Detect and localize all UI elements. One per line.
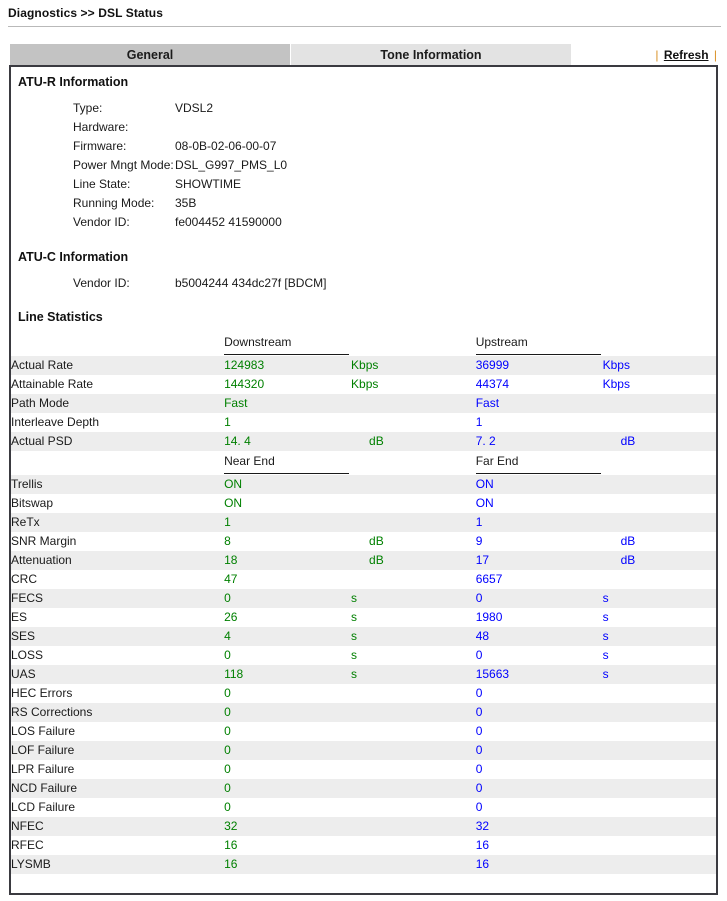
stat-label: NFEC xyxy=(11,817,224,836)
stat-near-value: 0 xyxy=(224,589,351,608)
refresh-button[interactable]: Refresh xyxy=(663,48,709,62)
stat-label: LOF Failure xyxy=(11,741,224,760)
stat-near-unit xyxy=(351,836,476,855)
refresh-control xyxy=(653,44,727,66)
stat-far-unit: s xyxy=(603,608,716,627)
table-row xyxy=(11,665,716,684)
stat-near-value: 8 xyxy=(224,532,351,551)
breadcrumb-divider xyxy=(8,26,721,27)
table-row xyxy=(11,551,716,570)
stat-far-value: 7. 2 xyxy=(476,432,603,451)
stat-near-unit xyxy=(351,703,476,722)
table-row xyxy=(11,413,716,432)
info-row xyxy=(11,99,716,118)
stat-label: SNR Margin xyxy=(11,532,224,551)
info-value: SHOWTIME xyxy=(175,177,241,191)
stat-near-value: 32 xyxy=(224,817,351,836)
stat-label: SES xyxy=(11,627,224,646)
stat-far-unit xyxy=(603,741,716,760)
stat-label: LPR Failure xyxy=(11,760,224,779)
stat-near-value: Fast xyxy=(224,394,351,413)
stat-label: LOS Failure xyxy=(11,722,224,741)
stat-far-unit: s xyxy=(603,646,716,665)
table-row xyxy=(11,608,716,627)
stat-label: RS Corrections xyxy=(11,703,224,722)
stat-near-value: 118 xyxy=(224,665,351,684)
stat-near-unit xyxy=(351,760,476,779)
table-row xyxy=(11,532,716,551)
stat-label: FECS xyxy=(11,589,224,608)
stat-near-value: 16 xyxy=(224,855,351,874)
tab-general[interactable]: General xyxy=(10,44,291,66)
stat-near-value: 16 xyxy=(224,836,351,855)
info-label: Power Mngt Mode: xyxy=(73,158,174,172)
stats-header-near xyxy=(224,451,476,475)
section-title-atu-r: ATU-R Information xyxy=(18,75,129,89)
stat-near-value: ON xyxy=(224,475,351,494)
stat-near-unit: s xyxy=(351,608,476,627)
stat-far-unit xyxy=(603,703,716,722)
stat-far-unit: s xyxy=(603,627,716,646)
stat-far-value: 0 xyxy=(476,646,603,665)
stat-far-value: 0 xyxy=(476,741,603,760)
stats-header-row xyxy=(11,451,716,475)
stat-far-unit: Kbps xyxy=(603,356,716,375)
stat-far-unit xyxy=(603,779,716,798)
stat-near-unit xyxy=(351,413,476,432)
stat-near-unit xyxy=(351,684,476,703)
stat-far-unit xyxy=(603,722,716,741)
stat-far-value: 48 xyxy=(476,627,603,646)
tab-bar xyxy=(0,40,727,66)
stats-header-near xyxy=(224,332,476,356)
info-row xyxy=(11,156,716,175)
info-value: b5004244 434dc27f [BDCM] xyxy=(175,276,327,290)
stat-label: Bitswap xyxy=(11,494,224,513)
stat-far-unit xyxy=(603,817,716,836)
table-row xyxy=(11,722,716,741)
stat-near-value: 18 xyxy=(224,551,351,570)
stat-far-value: 32 xyxy=(476,817,603,836)
table-row xyxy=(11,817,716,836)
info-value: fe004452 41590000 xyxy=(175,215,282,229)
stat-near-unit: s xyxy=(351,589,476,608)
stat-far-unit: dB xyxy=(603,432,716,451)
stat-near-unit: s xyxy=(351,665,476,684)
stat-far-value: 0 xyxy=(476,722,603,741)
stat-far-unit xyxy=(603,413,716,432)
info-row xyxy=(11,175,716,194)
stat-near-value: 1 xyxy=(224,513,351,532)
table-row xyxy=(11,494,716,513)
info-row xyxy=(11,274,716,293)
stats-header-far xyxy=(476,451,716,475)
table-row xyxy=(11,432,716,451)
info-row xyxy=(11,213,716,232)
stat-near-value: 144320 xyxy=(224,375,351,394)
atu-r-info-list xyxy=(11,99,716,232)
stats-header-near-label: Near End xyxy=(224,451,349,474)
stat-near-unit xyxy=(351,570,476,589)
stat-label: LOSS xyxy=(11,646,224,665)
info-row xyxy=(11,194,716,213)
stat-label: Attainable Rate xyxy=(11,375,224,394)
atu-c-info-list xyxy=(11,274,716,293)
table-row xyxy=(11,684,716,703)
stat-far-value: Fast xyxy=(476,394,603,413)
info-row xyxy=(11,118,716,137)
stat-far-unit xyxy=(603,760,716,779)
stat-near-value: 4 xyxy=(224,627,351,646)
stat-far-value: 6657 xyxy=(476,570,603,589)
table-row xyxy=(11,394,716,413)
stat-near-unit xyxy=(351,779,476,798)
stat-near-unit: dB xyxy=(351,532,476,551)
stat-far-value: 15663 xyxy=(476,665,603,684)
stat-far-unit: dB xyxy=(603,551,716,570)
table-row xyxy=(11,760,716,779)
stat-far-value: 9 xyxy=(476,532,603,551)
stat-label: Trellis xyxy=(11,475,224,494)
table-row xyxy=(11,589,716,608)
stat-label: Actual Rate xyxy=(11,356,224,375)
stat-far-value: 0 xyxy=(476,779,603,798)
stat-label: Actual PSD xyxy=(11,432,224,451)
stat-near-value: ON xyxy=(224,494,351,513)
stat-near-unit xyxy=(351,475,476,494)
stat-near-value: 0 xyxy=(224,798,351,817)
stat-label: ES xyxy=(11,608,224,627)
table-row xyxy=(11,798,716,817)
table-row xyxy=(11,375,716,394)
stat-far-value: 0 xyxy=(476,798,603,817)
info-label: Running Mode: xyxy=(73,196,155,210)
stat-near-unit: Kbps xyxy=(351,375,476,394)
stat-far-value: 0 xyxy=(476,703,603,722)
stat-near-value: 0 xyxy=(224,779,351,798)
section-title-line-statistics: Line Statistics xyxy=(18,310,103,324)
stat-near-value: 0 xyxy=(224,646,351,665)
stat-far-value: 16 xyxy=(476,855,603,874)
stat-far-unit: s xyxy=(603,665,716,684)
stats-header-spacer xyxy=(11,451,224,475)
stat-label: CRC xyxy=(11,570,224,589)
stat-near-unit: dB xyxy=(351,551,476,570)
stat-far-unit xyxy=(603,394,716,413)
stat-near-unit xyxy=(351,722,476,741)
line-statistics-table xyxy=(11,332,716,874)
stat-far-value: 16 xyxy=(476,836,603,855)
table-row xyxy=(11,646,716,665)
stat-far-unit xyxy=(603,684,716,703)
breadcrumb: Diagnostics >> DSL Status xyxy=(8,6,163,20)
stat-far-value: 1 xyxy=(476,513,603,532)
table-row xyxy=(11,779,716,798)
table-row xyxy=(11,836,716,855)
section-title-atu-c: ATU-C Information xyxy=(18,250,129,264)
stat-far-unit xyxy=(603,798,716,817)
stat-far-value: 17 xyxy=(476,551,603,570)
table-row xyxy=(11,627,716,646)
stat-far-value: 0 xyxy=(476,760,603,779)
info-value: 35B xyxy=(175,196,197,210)
stat-near-unit xyxy=(351,741,476,760)
stat-far-value: ON xyxy=(476,494,603,513)
stat-far-value: 0 xyxy=(476,684,603,703)
stat-near-unit xyxy=(351,513,476,532)
info-label: Line State: xyxy=(73,177,131,191)
stat-near-unit xyxy=(351,798,476,817)
stat-near-value: 0 xyxy=(224,703,351,722)
info-value: DSL_G997_PMS_L0 xyxy=(175,158,288,172)
stat-near-unit xyxy=(351,855,476,874)
stat-label: ReTx xyxy=(11,513,224,532)
stats-header-spacer xyxy=(11,332,224,356)
stat-far-unit xyxy=(603,494,716,513)
stat-far-unit: dB xyxy=(603,532,716,551)
stat-near-unit: Kbps xyxy=(351,356,476,375)
table-row xyxy=(11,741,716,760)
stat-near-unit: s xyxy=(351,627,476,646)
stat-near-value: 0 xyxy=(224,741,351,760)
table-row xyxy=(11,475,716,494)
info-label: Vendor ID: xyxy=(73,215,130,229)
stat-near-value: 0 xyxy=(224,722,351,741)
stat-far-value: 36999 xyxy=(476,356,603,375)
stat-near-value: 26 xyxy=(224,608,351,627)
table-row xyxy=(11,356,716,375)
stat-label: HEC Errors xyxy=(11,684,224,703)
stat-far-value: 44374 xyxy=(476,375,603,394)
stat-near-unit xyxy=(351,494,476,513)
pipe-left-icon: | xyxy=(655,48,659,62)
stat-label: Attenuation xyxy=(11,551,224,570)
table-row xyxy=(11,855,716,874)
stat-far-unit xyxy=(603,855,716,874)
stat-near-value: 0 xyxy=(224,684,351,703)
stat-far-unit: s xyxy=(603,589,716,608)
stat-near-value: 14. 4 xyxy=(224,432,351,451)
stats-header-far-label: Far End xyxy=(476,451,601,474)
stat-near-unit xyxy=(351,817,476,836)
stat-far-value: ON xyxy=(476,475,603,494)
info-value: VDSL2 xyxy=(175,101,214,115)
stat-label: LYSMB xyxy=(11,855,224,874)
stat-near-value: 47 xyxy=(224,570,351,589)
stats-header-far xyxy=(476,332,716,356)
stats-header-near-label: Downstream xyxy=(224,332,349,355)
table-row xyxy=(11,513,716,532)
stat-label: Interleave Depth xyxy=(11,413,224,432)
stat-label: LCD Failure xyxy=(11,798,224,817)
info-value: 08-0B-02-06-00-07 xyxy=(175,139,277,153)
stat-label: UAS xyxy=(11,665,224,684)
stat-label: RFEC xyxy=(11,836,224,855)
stat-far-value: 0 xyxy=(476,589,603,608)
stat-label: Path Mode xyxy=(11,394,224,413)
info-row xyxy=(11,137,716,156)
stat-far-unit: Kbps xyxy=(603,375,716,394)
info-label: Firmware: xyxy=(73,139,127,153)
info-label: Type: xyxy=(73,101,103,115)
stat-near-value: 1 xyxy=(224,413,351,432)
stat-near-value: 0 xyxy=(224,760,351,779)
table-row xyxy=(11,570,716,589)
stat-far-unit xyxy=(603,475,716,494)
table-row xyxy=(11,703,716,722)
stat-label: NCD Failure xyxy=(11,779,224,798)
stat-far-unit xyxy=(603,570,716,589)
tab-tone-information[interactable]: Tone Information xyxy=(291,44,572,66)
info-label: Vendor ID: xyxy=(73,276,130,290)
pipe-right-icon: | xyxy=(713,48,717,62)
stat-near-value: 124983 xyxy=(224,356,351,375)
stat-near-unit xyxy=(351,394,476,413)
stats-header-row xyxy=(11,332,716,356)
stat-far-unit xyxy=(603,836,716,855)
info-label: Hardware: xyxy=(73,120,129,134)
stat-far-unit xyxy=(603,513,716,532)
content-panel xyxy=(9,65,718,895)
stat-near-unit: dB xyxy=(351,432,476,451)
stats-header-far-label: Upstream xyxy=(476,332,601,355)
stat-far-value: 1 xyxy=(476,413,603,432)
stat-far-value: 1980 xyxy=(476,608,603,627)
stat-near-unit: s xyxy=(351,646,476,665)
